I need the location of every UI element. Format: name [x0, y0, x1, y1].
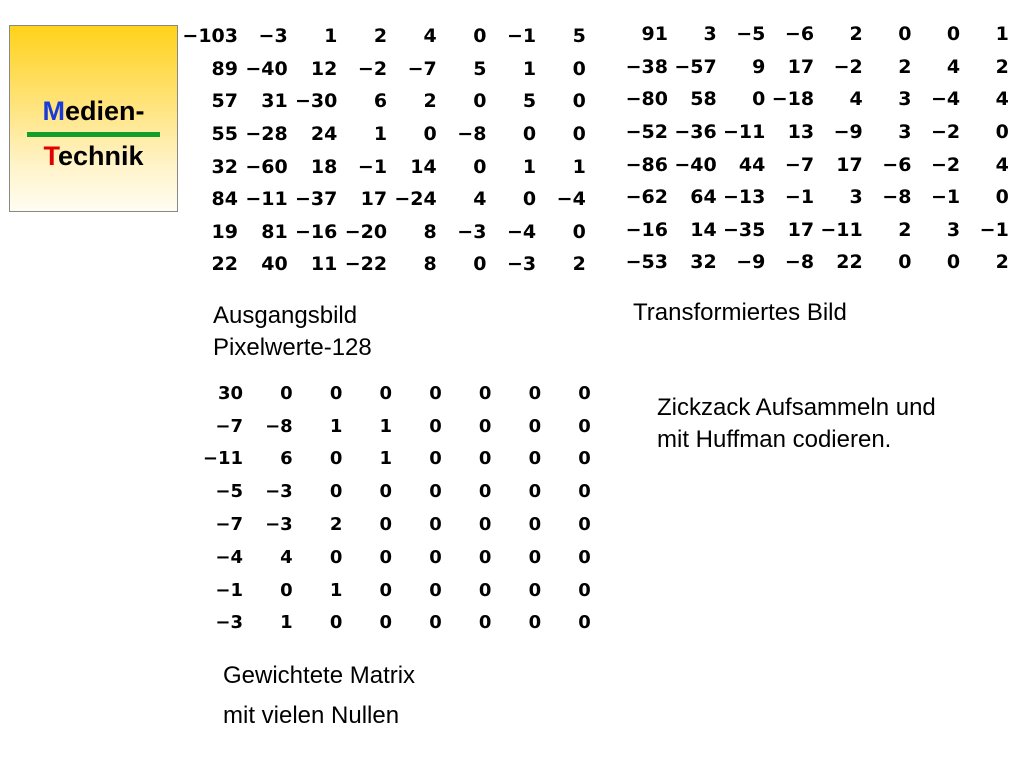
matrix-cell: 0: [528, 579, 542, 601]
caption-line: mit vielen Nullen: [223, 702, 400, 729]
matrix-cell: 0: [429, 546, 442, 568]
matrix-cell: 3: [849, 186, 863, 209]
matrix-cell: 22: [211, 253, 238, 276]
matrix-cell: −6: [882, 153, 912, 176]
matrix-cell: −4: [215, 546, 243, 568]
matrix-cell: −9: [736, 251, 766, 274]
matrix-cell: −1: [357, 155, 388, 178]
matrix-row: [195, 377, 591, 410]
matrix-cell: 0: [280, 579, 293, 601]
matrix-cell: 4: [995, 153, 1009, 176]
matrix-cell: 0: [572, 57, 586, 80]
matrix-cell: −4: [930, 88, 961, 111]
matrix-cell: 14: [690, 218, 717, 241]
matrix-cell: 2: [898, 55, 912, 78]
matrix-cell: 0: [578, 612, 591, 634]
matrix-cell: 0: [522, 123, 537, 146]
matrix-cell: 84: [211, 188, 238, 211]
matrix-cell: 0: [528, 612, 542, 634]
matrix-cell: −30: [295, 90, 338, 113]
matrix-cell: −3: [258, 25, 288, 48]
matrix-cell: 0: [329, 546, 343, 568]
matrix-row: [195, 508, 591, 541]
matrix-row: [620, 246, 1009, 279]
matrix-cell: 0: [423, 123, 437, 146]
matrix-cell: 0: [578, 546, 591, 568]
matrix-cell: 0: [578, 415, 591, 437]
matrix-cell: 17: [836, 153, 863, 176]
matrix-cell: 2: [572, 253, 586, 276]
matrix-cell: 0: [379, 481, 393, 503]
matrix-cell: 0: [473, 25, 487, 48]
matrix-cell: 64: [690, 186, 717, 209]
caption-line: Transformiertes Bild: [633, 299, 847, 326]
caption-line: Zickzack Aufsammeln und: [657, 394, 936, 421]
matrix-cell: −52: [625, 121, 668, 144]
matrix-cell: −22: [344, 253, 388, 276]
matrix-cell: 3: [703, 23, 717, 46]
matrix-cell: −3: [265, 481, 293, 503]
matrix-cell: −8: [784, 251, 815, 274]
matrix-row: [620, 148, 1009, 181]
matrix-row: [180, 85, 586, 118]
gewichtete-matrix-caption: [223, 656, 415, 736]
matrix-cell: −8: [265, 415, 293, 437]
matrix-cell: 81: [261, 220, 288, 243]
matrix-cell: −9: [833, 121, 863, 144]
matrix-cell: −3: [215, 612, 243, 634]
matrix-cell: 4: [280, 546, 293, 568]
matrix-cell: −57: [674, 55, 717, 78]
logo-text-echnik: echnik: [57, 141, 144, 171]
matrix-cell: 0: [329, 612, 343, 634]
matrix-cell: 0: [280, 382, 293, 404]
matrix-cell: 91: [641, 23, 668, 46]
matrix-row: [180, 53, 586, 86]
matrix-cell: −38: [625, 55, 668, 78]
matrix-cell: −24: [394, 188, 437, 211]
matrix-cell: −11: [723, 121, 766, 144]
matrix-row: [620, 18, 1009, 51]
matrix-cell: 0: [752, 88, 766, 111]
matrix-cell: 4: [946, 55, 961, 78]
matrix-row: [620, 116, 1009, 149]
matrix-cell: −13: [723, 186, 766, 209]
matrix-cell: 19: [211, 220, 238, 243]
matrix-cell: 12: [310, 57, 338, 80]
transformiertes-bild-caption: [633, 297, 847, 329]
logo-divider-bar: [27, 132, 160, 137]
caption-line: Gewichtete Matrix: [223, 662, 416, 689]
matrix-cell: 3: [898, 88, 912, 111]
matrix-cell: −60: [245, 155, 288, 178]
matrix-cell: −1: [506, 25, 537, 48]
matrix-cell: −7: [215, 415, 243, 437]
matrix-cell: 44: [738, 153, 766, 176]
matrix-cell: −11: [820, 218, 863, 241]
matrix-cell: 0: [429, 448, 442, 470]
matrix-cell: 1: [329, 415, 343, 437]
matrix-cell: −8: [882, 186, 912, 209]
matrix-row: [620, 51, 1009, 84]
transformiertes-bild-matrix: [620, 18, 1009, 279]
matrix-cell: 4: [423, 25, 437, 48]
matrix-cell: 0: [478, 448, 492, 470]
logo-letter-m: M: [42, 96, 65, 126]
matrix-cell: −2: [357, 57, 388, 80]
matrix-cell: 0: [429, 514, 442, 536]
matrix-row: [195, 475, 591, 508]
matrix-cell: 0: [473, 90, 487, 113]
matrix-cell: 32: [211, 155, 238, 178]
matrix-cell: 0: [528, 448, 542, 470]
matrix-cell: −18: [771, 88, 815, 111]
matrix-cell: −4: [556, 188, 586, 211]
matrix-cell: 0: [528, 382, 542, 404]
matrix-cell: 0: [473, 155, 487, 178]
matrix-cell: 0: [898, 251, 912, 274]
matrix-cell: −3: [265, 514, 293, 536]
matrix-row: [620, 214, 1009, 247]
matrix-cell: 1: [379, 415, 393, 437]
zickzack-caption: [657, 392, 936, 456]
matrix-cell: 0: [995, 186, 1009, 209]
matrix-cell: 58: [690, 88, 717, 111]
matrix-cell: 32: [690, 251, 717, 274]
matrix-cell: −36: [674, 121, 717, 144]
matrix-cell: −1: [979, 218, 1009, 241]
matrix-cell: 4: [473, 188, 487, 211]
matrix-cell: 5: [572, 25, 586, 48]
matrix-cell: 0: [478, 612, 492, 634]
matrix-cell: 0: [578, 448, 591, 470]
logo-line-technik: [10, 141, 177, 171]
matrix-cell: 0: [329, 481, 343, 503]
matrix-cell: 0: [528, 514, 542, 536]
matrix-cell: −5: [215, 481, 243, 503]
matrix-cell: −62: [625, 186, 668, 209]
matrix-cell: 0: [572, 220, 586, 243]
matrix-cell: 8: [423, 220, 437, 243]
matrix-cell: 0: [528, 546, 542, 568]
matrix-cell: −5: [736, 23, 766, 46]
matrix-cell: −1: [784, 186, 815, 209]
matrix-cell: 0: [578, 579, 591, 601]
matrix-cell: 8: [423, 253, 437, 276]
matrix-cell: 13: [787, 121, 815, 144]
matrix-cell: 31: [261, 90, 288, 113]
matrix-cell: 0: [329, 382, 343, 404]
ausgangsbild-caption: [213, 300, 372, 364]
matrix-cell: 4: [995, 88, 1009, 111]
matrix-cell: 0: [946, 23, 961, 46]
matrix-cell: 3: [898, 121, 912, 144]
matrix-cell: −53: [625, 251, 668, 274]
matrix-cell: 17: [360, 188, 388, 211]
matrix-cell: −11: [245, 188, 288, 211]
matrix-cell: 0: [578, 382, 591, 404]
matrix-cell: −2: [833, 55, 863, 78]
logo-letter-t: T: [43, 141, 58, 171]
matrix-cell: −103: [182, 25, 238, 48]
matrix-cell: 5: [473, 57, 487, 80]
matrix-cell: 17: [787, 55, 815, 78]
matrix-cell: 0: [478, 415, 492, 437]
ausgangsbild-matrix: [180, 20, 586, 281]
matrix-cell: −3: [457, 220, 487, 243]
matrix-cell: 18: [310, 155, 338, 178]
matrix-cell: 2: [995, 251, 1009, 274]
matrix-cell: 0: [379, 579, 393, 601]
caption-line: Ausgangsbild: [213, 302, 358, 329]
matrix-row: [195, 443, 591, 476]
matrix-cell: 0: [478, 546, 492, 568]
matrix-row: [195, 410, 591, 443]
matrix-cell: 0: [429, 612, 442, 634]
matrix-cell: −7: [784, 153, 815, 176]
matrix-cell: 1: [995, 23, 1009, 46]
matrix-cell: 17: [787, 218, 815, 241]
matrix-cell: 6: [280, 448, 293, 470]
matrix-row: [180, 118, 586, 151]
matrix-cell: 2: [849, 23, 863, 46]
matrix-cell: 2: [995, 55, 1009, 78]
matrix-cell: 1: [373, 123, 388, 146]
matrix-cell: 4: [849, 88, 863, 111]
matrix-cell: 0: [379, 612, 393, 634]
matrix-cell: 0: [522, 188, 537, 211]
matrix-cell: −7: [215, 514, 243, 536]
matrix-cell: 22: [836, 251, 863, 274]
matrix-cell: −8: [457, 123, 487, 146]
matrix-cell: 2: [329, 514, 343, 536]
logo-text-edien: edien-: [64, 96, 145, 126]
caption-line: mit Huffman codieren.: [657, 426, 892, 453]
matrix-cell: 30: [217, 382, 243, 404]
matrix-cell: 1: [329, 579, 343, 601]
matrix-cell: 2: [898, 218, 912, 241]
matrix-cell: 0: [528, 415, 542, 437]
matrix-row: [195, 574, 591, 607]
matrix-cell: 9: [752, 55, 766, 78]
matrix-cell: 0: [379, 514, 393, 536]
matrix-row: [180, 20, 586, 53]
matrix-row: [180, 183, 586, 216]
matrix-cell: −3: [506, 253, 537, 276]
matrix-row: [620, 181, 1009, 214]
matrix-cell: 0: [329, 448, 343, 470]
matrix-cell: −11: [202, 448, 243, 470]
matrix-cell: 0: [473, 253, 487, 276]
matrix-cell: 0: [995, 121, 1009, 144]
matrix-cell: −86: [625, 153, 668, 176]
matrix-cell: −1: [930, 186, 961, 209]
matrix-cell: 0: [946, 251, 961, 274]
matrix-cell: 1: [572, 155, 586, 178]
matrix-row: [180, 248, 586, 281]
medien-technik-logo: [9, 25, 178, 212]
matrix-cell: 0: [429, 382, 442, 404]
matrix-cell: 1: [522, 57, 537, 80]
matrix-cell: −6: [784, 23, 815, 46]
matrix-cell: 0: [898, 23, 912, 46]
matrix-cell: 2: [373, 25, 388, 48]
matrix-cell: 0: [379, 546, 393, 568]
matrix-cell: 89: [211, 57, 238, 80]
matrix-cell: −4: [506, 220, 537, 243]
matrix-cell: −28: [245, 123, 288, 146]
matrix-cell: 1: [324, 25, 338, 48]
matrix-cell: 0: [429, 579, 442, 601]
matrix-cell: −7: [407, 57, 437, 80]
matrix-cell: −20: [344, 220, 388, 243]
gewichtete-matrix: [195, 377, 591, 639]
matrix-row: [180, 150, 586, 183]
matrix-cell: 55: [211, 123, 238, 146]
matrix-row: [620, 83, 1009, 116]
matrix-row: [195, 541, 591, 574]
matrix-cell: 24: [310, 123, 338, 146]
matrix-cell: 0: [572, 123, 586, 146]
matrix-cell: 0: [478, 514, 492, 536]
matrix-cell: 2: [423, 90, 437, 113]
matrix-cell: −16: [625, 218, 668, 241]
matrix-cell: 6: [373, 90, 388, 113]
matrix-cell: −35: [723, 218, 766, 241]
matrix-cell: 1: [522, 155, 537, 178]
matrix-cell: 0: [528, 481, 542, 503]
matrix-cell: 40: [261, 253, 288, 276]
matrix-cell: 0: [478, 579, 492, 601]
matrix-cell: −16: [295, 220, 338, 243]
matrix-cell: 0: [429, 415, 442, 437]
matrix-cell: 11: [310, 253, 338, 276]
matrix-cell: 5: [522, 90, 537, 113]
matrix-cell: −2: [930, 121, 961, 144]
matrix-row: [195, 607, 591, 640]
matrix-cell: 1: [379, 448, 393, 470]
matrix-cell: 3: [946, 218, 961, 241]
logo-line-medien: [10, 96, 177, 126]
matrix-cell: −2: [930, 153, 961, 176]
caption-line: Pixelwerte-128: [213, 334, 372, 361]
matrix-cell: 0: [478, 382, 492, 404]
matrix-cell: 0: [578, 481, 591, 503]
matrix-row: [180, 216, 586, 249]
matrix-cell: 0: [379, 382, 393, 404]
matrix-cell: −37: [295, 188, 338, 211]
matrix-cell: 0: [429, 481, 442, 503]
matrix-cell: 0: [572, 90, 586, 113]
matrix-cell: 57: [211, 90, 238, 113]
matrix-cell: 14: [410, 155, 437, 178]
matrix-cell: −40: [674, 153, 717, 176]
matrix-cell: −80: [625, 88, 668, 111]
matrix-cell: 0: [478, 481, 492, 503]
matrix-cell: 0: [578, 514, 591, 536]
matrix-cell: −1: [215, 579, 243, 601]
matrix-cell: −40: [245, 57, 288, 80]
matrix-cell: 1: [280, 612, 293, 634]
